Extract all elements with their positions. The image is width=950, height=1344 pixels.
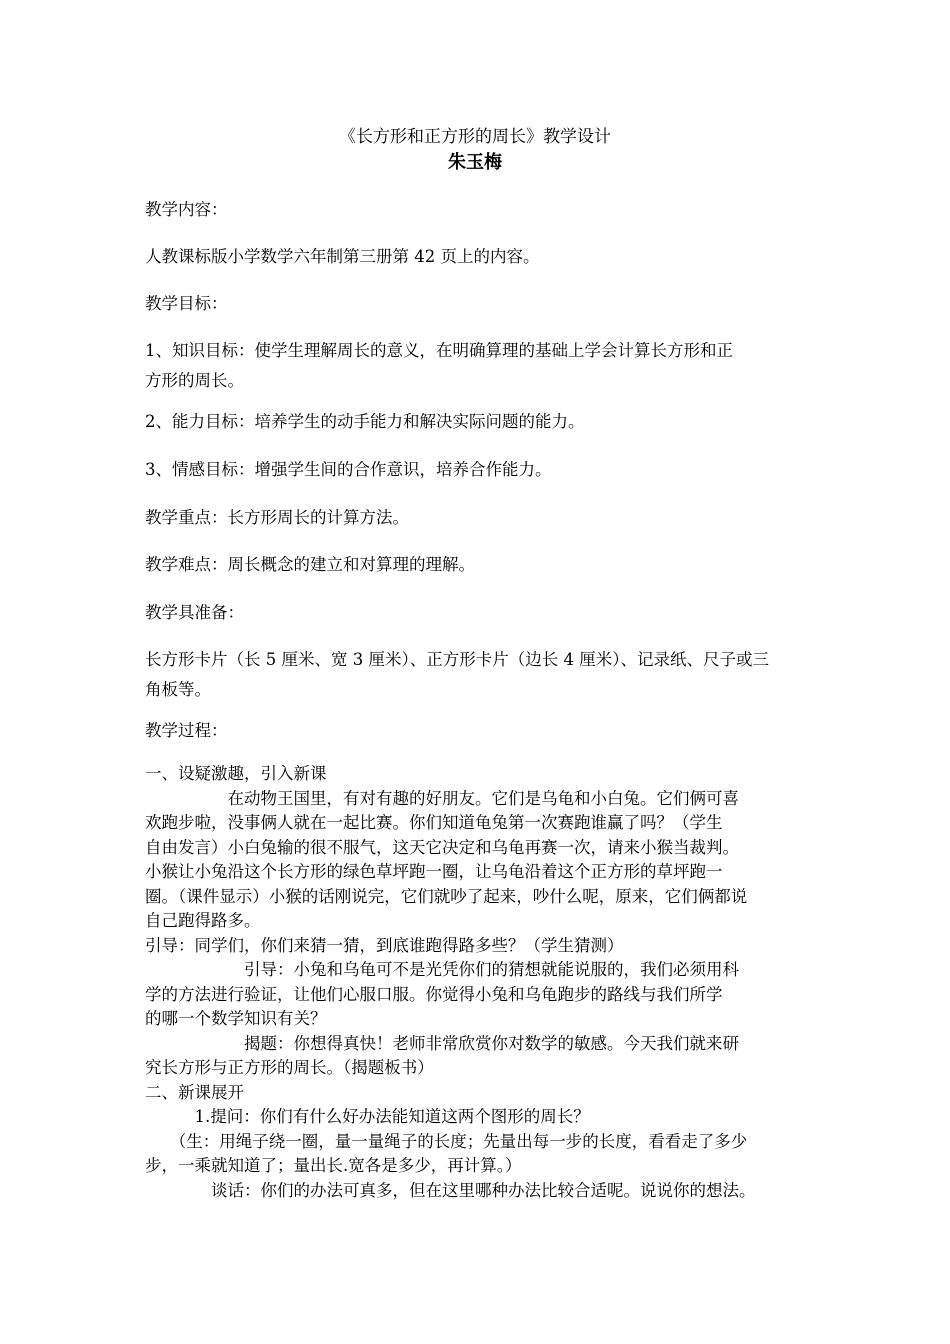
process-line: 二、新课展开 — [145, 1082, 244, 1102]
process-line: 究长方形与正方形的周长。（揭题板书） — [145, 1058, 434, 1077]
process-line: 1.提问：你们有什么好办法能知道这两个图形的周长？ — [145, 1107, 590, 1126]
prep-line-2: 角板等。 — [145, 680, 211, 699]
process-line: 欢跑步啦，没事俩人就在一起比赛。你们知道龟兔第一次赛跑谁赢了吗？（学生 — [145, 813, 723, 832]
difficulty: 教学难点：周长概念的建立和对算理的理解。 — [145, 555, 475, 574]
goal-1-line-1: 1、知识目标：使学生理解周长的意义，在明确算理的基础上学会计算长方形和正 — [145, 341, 733, 360]
goal-1-line-2: 方形的周长。 — [145, 371, 244, 390]
content-text: 人教课标版小学数学六年制第三册第 42 页上的内容。 — [145, 247, 540, 266]
process-heading: 教学过程： — [145, 721, 228, 740]
process-line: 自己跑得路多。 — [145, 911, 261, 930]
prep-heading: 教学具准备： — [145, 603, 244, 622]
prep-text — [145, 645, 810, 705]
process-line: 谈话：你们的办法可真多，但在这里哪种办法比较合适呢。说说你的想法。 — [145, 1180, 756, 1200]
process-line: 自由发言）小白兔输的很不服气，这天它决定和乌龟再赛一次，请来小猴当裁判。 — [145, 837, 739, 857]
process-line: 引导：同学们，你们来猜一猜，到底谁跑得路多些？（学生猜测） — [145, 935, 624, 955]
document-title: 《长方形和正方形的周长》教学设计 — [339, 127, 611, 147]
process-line: 揭题：你想得真快！老师非常欣赏你对数学的敏感。今天我们就来研 — [145, 1033, 739, 1053]
goal-3: 3、情感目标：增强学生间的合作意识，培养合作能力。 — [145, 460, 552, 479]
document-author: 朱玉梅 — [448, 152, 502, 173]
process-line: 一、设疑激趣，引入新课 — [145, 764, 327, 783]
goal-2: 2、能力目标：培养学生的动手能力和解决实际问题的能力。 — [145, 412, 585, 431]
process-line: 小猴让小兔沿这个长方形的绿色草坪跑一圈，让乌龟沿着这个正方形的草坪跑一 — [145, 862, 723, 881]
goals-heading: 教学目标： — [145, 294, 228, 313]
process-line: （生：用绳子绕一圈，量一量绳子的长度；先量出每一步的长度，看看走了多少 — [145, 1131, 748, 1151]
content-heading: 教学内容： — [145, 200, 228, 219]
process-line: 圈。（课件显示）小猴的话刚说完，它们就吵了起来，吵什么呢，原来，它们俩都说 — [145, 886, 748, 906]
key-point: 教学重点：长方形周长的计算方法。 — [145, 508, 409, 527]
prep-line-1: 长方形卡片（长 5 厘米、宽 3 厘米）、正方形卡片（边长 4 厘米）、记录纸、尺子或三 — [145, 650, 769, 669]
process-line: 的哪一个数学知识有关？ — [145, 1009, 327, 1028]
process-line: 引导：小兔和乌龟可不是光凭你们的猜想就能说服的，我们必须用科 — [145, 960, 739, 979]
goal-1 — [145, 336, 810, 396]
process-body — [145, 762, 810, 1203]
process-line: 学的方法进行验证，让他们心服口服。你觉得小兔和乌龟跑步的路线与我们所学 — [145, 984, 723, 1004]
process-line: 步，一乘就知道了；量出长.宽各是多少，再计算。） — [145, 1156, 522, 1175]
process-line: 在动物王国里，有对有趣的好朋友。它们是乌龟和小白兔。它们俩可喜 — [145, 788, 739, 808]
